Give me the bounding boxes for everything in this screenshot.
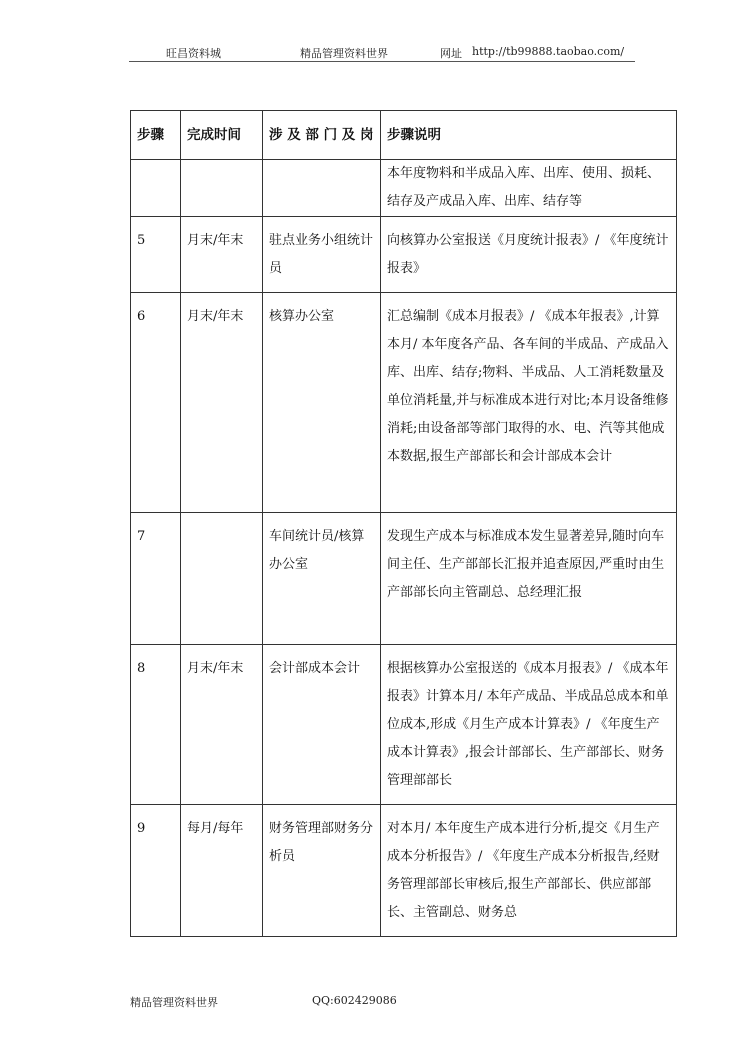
- column-header-desc: 步骤说明: [381, 111, 677, 160]
- footer-qq: QQ:602429086: [312, 994, 397, 1007]
- table-header-row: [131, 111, 677, 160]
- cell-time: 月末/年末: [181, 217, 263, 293]
- cell-step: 8: [131, 645, 181, 805]
- cell-step: 6: [131, 293, 181, 513]
- column-header-dept: 涉 及 部 门 及 岗: [263, 111, 381, 160]
- cell-dept: [263, 513, 381, 645]
- column-header-time: 完成时间: [181, 111, 263, 160]
- column-header-step: 步骤: [131, 111, 181, 160]
- cell-desc-text: 发现生产成本与标准成本发生显著差异,随时向车间主任、生产部部长汇报并追查原因,严重时由生产部部长向主管副总、总经理汇报: [387, 529, 665, 600]
- cell-desc: [381, 805, 677, 937]
- cell-dept: [263, 160, 381, 217]
- header-url-link[interactable]: http://tb99888.taobao.com/: [472, 45, 625, 58]
- cell-time: 每月/每年: [181, 805, 263, 937]
- cell-step: 5: [131, 217, 181, 293]
- cell-dept: [263, 217, 381, 293]
- cell-desc-text: 根据核算办公室报送的《成本月报表》/ 《成本年报表》计算本月/ 本年产成品、半成品总成本和单位成本,形成《月生产成本计算表》/ 《年度生产成本计算表》,报会计部部长、生产部部长、财务管理部部长: [387, 661, 669, 788]
- cell-dept: [263, 293, 381, 513]
- cell-desc-text: 对本月/ 本年度生产成本进行分析,提交《月生产成本分析报告》/ 《年度生产成本分析报告,经财务管理部部长审核后,报生产部部长、供应部部长、主管副总、财务总: [387, 821, 660, 920]
- footer-site-name: 精品管理资料世界: [130, 996, 218, 1009]
- cell-time: 月末/年末: [181, 645, 263, 805]
- cell-step: 7: [131, 513, 181, 645]
- cell-dept-text: 财务管理部财务分析员: [269, 821, 374, 864]
- cell-desc: [381, 160, 677, 217]
- table-row: [131, 293, 677, 513]
- header-url-label: 网址: [440, 47, 462, 60]
- table-row: [131, 513, 677, 645]
- cell-dept-text: 会计部成本会计: [269, 661, 361, 676]
- steps-table: [130, 110, 677, 937]
- header-divider: [129, 61, 635, 62]
- cell-desc-text: 汇总编制《成本月报表》/ 《成本年报表》,计算本月/ 本年度各产品、各车间的半成品、产成品入库、出库、结存;物料、半成品、人工消耗数量及单位消耗量,并与标准成本进行对比;本月设备维修消耗;由设备部等部门取得的水、电、汽等其他成本数据,报生产部部长和会计部成本会计: [387, 309, 669, 464]
- cell-desc: [381, 293, 677, 513]
- cell-step: 9: [131, 805, 181, 937]
- table-row: [131, 645, 677, 805]
- cell-step: [131, 160, 181, 217]
- cell-time: 月末/年末: [181, 293, 263, 513]
- cell-dept: [263, 645, 381, 805]
- cell-desc: [381, 217, 677, 293]
- cell-desc: [381, 645, 677, 805]
- cell-desc: [381, 513, 677, 645]
- cell-time: [181, 513, 263, 645]
- header-title: 精品管理资料世界: [300, 47, 388, 60]
- cell-time: [181, 160, 263, 217]
- cell-desc-text: 向核算办公室报送《月度统计报表》/ 《年度统计报表》: [387, 233, 669, 276]
- cell-dept-text: 车间统计员/核算办公室: [269, 529, 365, 572]
- table-row: [131, 217, 677, 293]
- cell-desc-text: 本年度物料和半成品入库、出库、使用、损耗、结存及产成品入库、出库、结存等: [387, 166, 661, 209]
- cell-dept: [263, 805, 381, 937]
- cell-dept-text: 核算办公室: [269, 309, 335, 324]
- table-row: [131, 805, 677, 937]
- table-row: [131, 160, 677, 217]
- cell-dept-text: 驻点业务小组统计员: [269, 233, 374, 276]
- header-site-name: 旺昌资料城: [166, 47, 221, 60]
